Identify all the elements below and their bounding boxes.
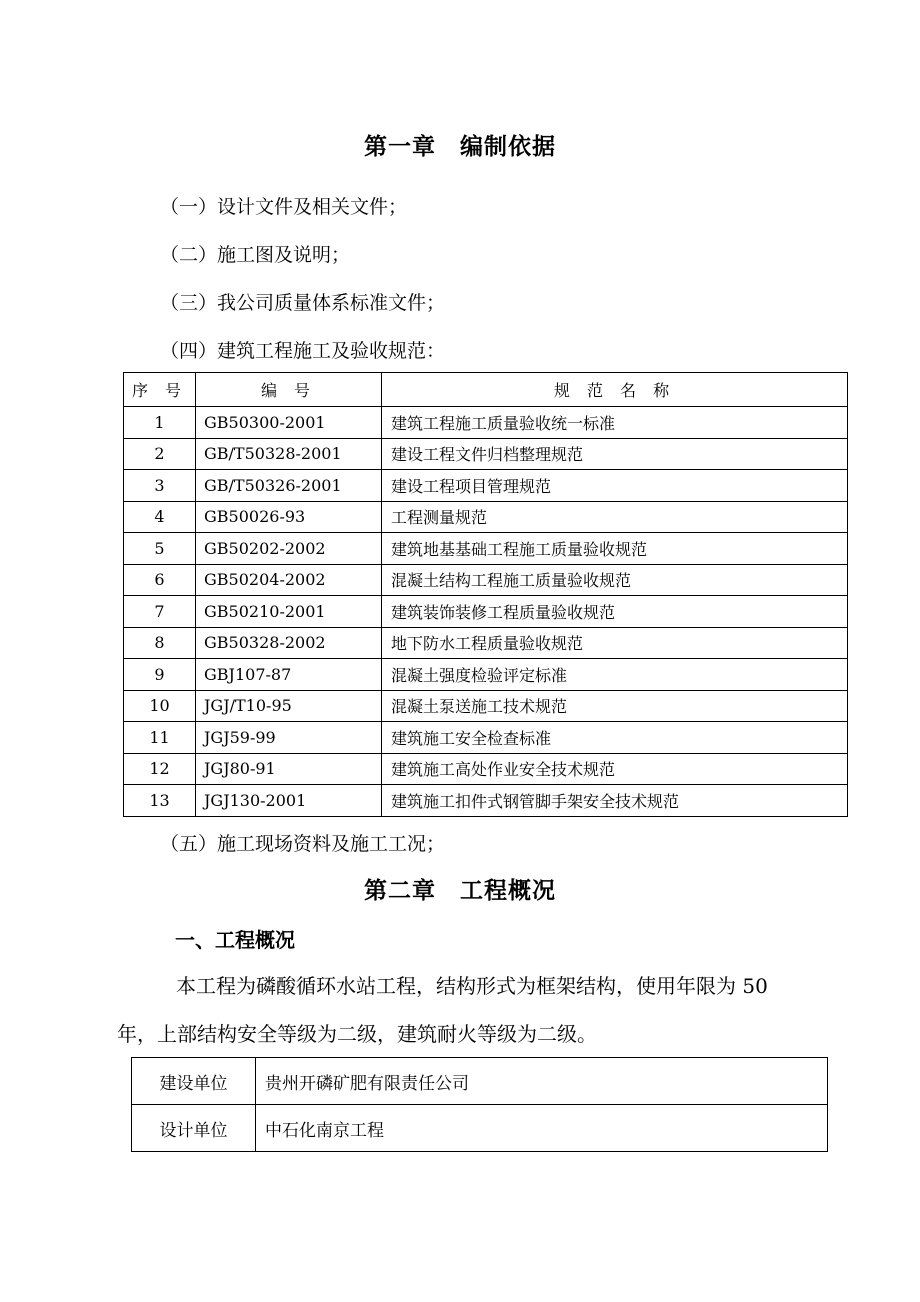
org-row (132, 1058, 828, 1105)
row-name-cell: 建筑装饰装修工程质量验收规范 (382, 596, 848, 628)
header-name: 规 范 名 称 (382, 373, 848, 407)
row-name-cell: 建筑地基基础工程施工质量验收规范 (382, 533, 848, 565)
row-seq-cell: 11 (124, 722, 196, 754)
org-label: 设计单位 (132, 1105, 256, 1152)
row-name-cell: 混凝土泵送施工技术规范 (382, 690, 848, 722)
basis-item-4: （四）建筑工程施工及验收规范： (160, 340, 446, 362)
row-code-cell: GB50204-2002 (196, 564, 382, 596)
row-code-cell: JGJ130-2001 (196, 785, 382, 817)
row-code-cell: GB/T50326-2001 (196, 470, 382, 502)
row-name-cell: 建筑施工高处作业安全技术规范 (382, 753, 848, 785)
overview-paragraph-line-1: 本工程为磷酸循环水站工程，结构形式为框架结构，使用年限为 50 (176, 974, 768, 998)
standards-table (123, 372, 848, 817)
row-code-cell: JGJ80-91 (196, 753, 382, 785)
org-value: 贵州开磷矿肥有限责任公司 (256, 1058, 828, 1105)
row-code-cell: GB/T50328-2001 (196, 438, 382, 470)
row-name-cell: 建筑施工扣件式钢管脚手架安全技术规范 (382, 785, 848, 817)
row-seq-cell: 1 (124, 407, 196, 439)
chapter-2-title: 第二章 工程概况 (364, 878, 556, 904)
table-row (124, 564, 848, 596)
row-seq-cell: 7 (124, 596, 196, 628)
basis-item-3: （三）我公司质量体系标准文件； (160, 292, 446, 314)
table-header-row (124, 373, 848, 407)
row-seq-cell: 6 (124, 564, 196, 596)
table-row (124, 753, 848, 785)
row-seq-cell: 5 (124, 533, 196, 565)
row-code-cell: GB50026-93 (196, 501, 382, 533)
row-code-cell: JGJ/T10-95 (196, 690, 382, 722)
row-seq-cell: 2 (124, 438, 196, 470)
row-code-cell: GB50202-2002 (196, 533, 382, 565)
table-row (124, 533, 848, 565)
row-seq-cell: 10 (124, 690, 196, 722)
overview-paragraph-line-2: 年，上部结构安全等级为二级，建筑耐火等级为二级。 (117, 1022, 597, 1046)
header-seq: 序 号 (124, 373, 196, 407)
table-row (124, 438, 848, 470)
row-seq-cell: 13 (124, 785, 196, 817)
org-row (132, 1105, 828, 1152)
table-row (124, 659, 848, 691)
basis-item-2: （二）施工图及说明； (160, 244, 351, 266)
section-title: 一、工程概况 (175, 928, 295, 952)
row-name-cell: 混凝土结构工程施工质量验收规范 (382, 564, 848, 596)
org-value: 中石化南京工程 (256, 1105, 828, 1152)
header-code: 编 号 (196, 373, 382, 407)
row-seq-cell: 4 (124, 501, 196, 533)
table-row (124, 722, 848, 754)
table-row (124, 470, 848, 502)
table-row (124, 501, 848, 533)
row-code-cell: GB50210-2001 (196, 596, 382, 628)
table-row (124, 785, 848, 817)
row-name-cell: 建设工程文件归档整理规范 (382, 438, 848, 470)
row-code-cell: GBJ107-87 (196, 659, 382, 691)
row-name-cell: 工程测量规范 (382, 501, 848, 533)
row-seq-cell: 3 (124, 470, 196, 502)
table-row (124, 407, 848, 439)
row-name-cell: 地下防水工程质量验收规范 (382, 627, 848, 659)
table-row (124, 690, 848, 722)
row-code-cell: JGJ59-99 (196, 722, 382, 754)
row-seq-cell: 12 (124, 753, 196, 785)
org-label: 建设单位 (132, 1058, 256, 1105)
row-name-cell: 建筑施工安全检查标准 (382, 722, 848, 754)
chapter-1-title: 第一章 编制依据 (364, 134, 556, 160)
organization-table (131, 1057, 828, 1152)
basis-item-5: （五）施工现场资料及施工工况； (160, 833, 446, 855)
row-name-cell: 混凝土强度检验评定标准 (382, 659, 848, 691)
row-code-cell: GB50328-2002 (196, 627, 382, 659)
table-row (124, 627, 848, 659)
row-seq-cell: 9 (124, 659, 196, 691)
basis-item-1: （一）设计文件及相关文件； (160, 196, 408, 218)
table-row (124, 596, 848, 628)
row-name-cell: 建设工程项目管理规范 (382, 470, 848, 502)
row-seq-cell: 8 (124, 627, 196, 659)
row-code-cell: GB50300-2001 (196, 407, 382, 439)
row-name-cell: 建筑工程施工质量验收统一标准 (382, 407, 848, 439)
